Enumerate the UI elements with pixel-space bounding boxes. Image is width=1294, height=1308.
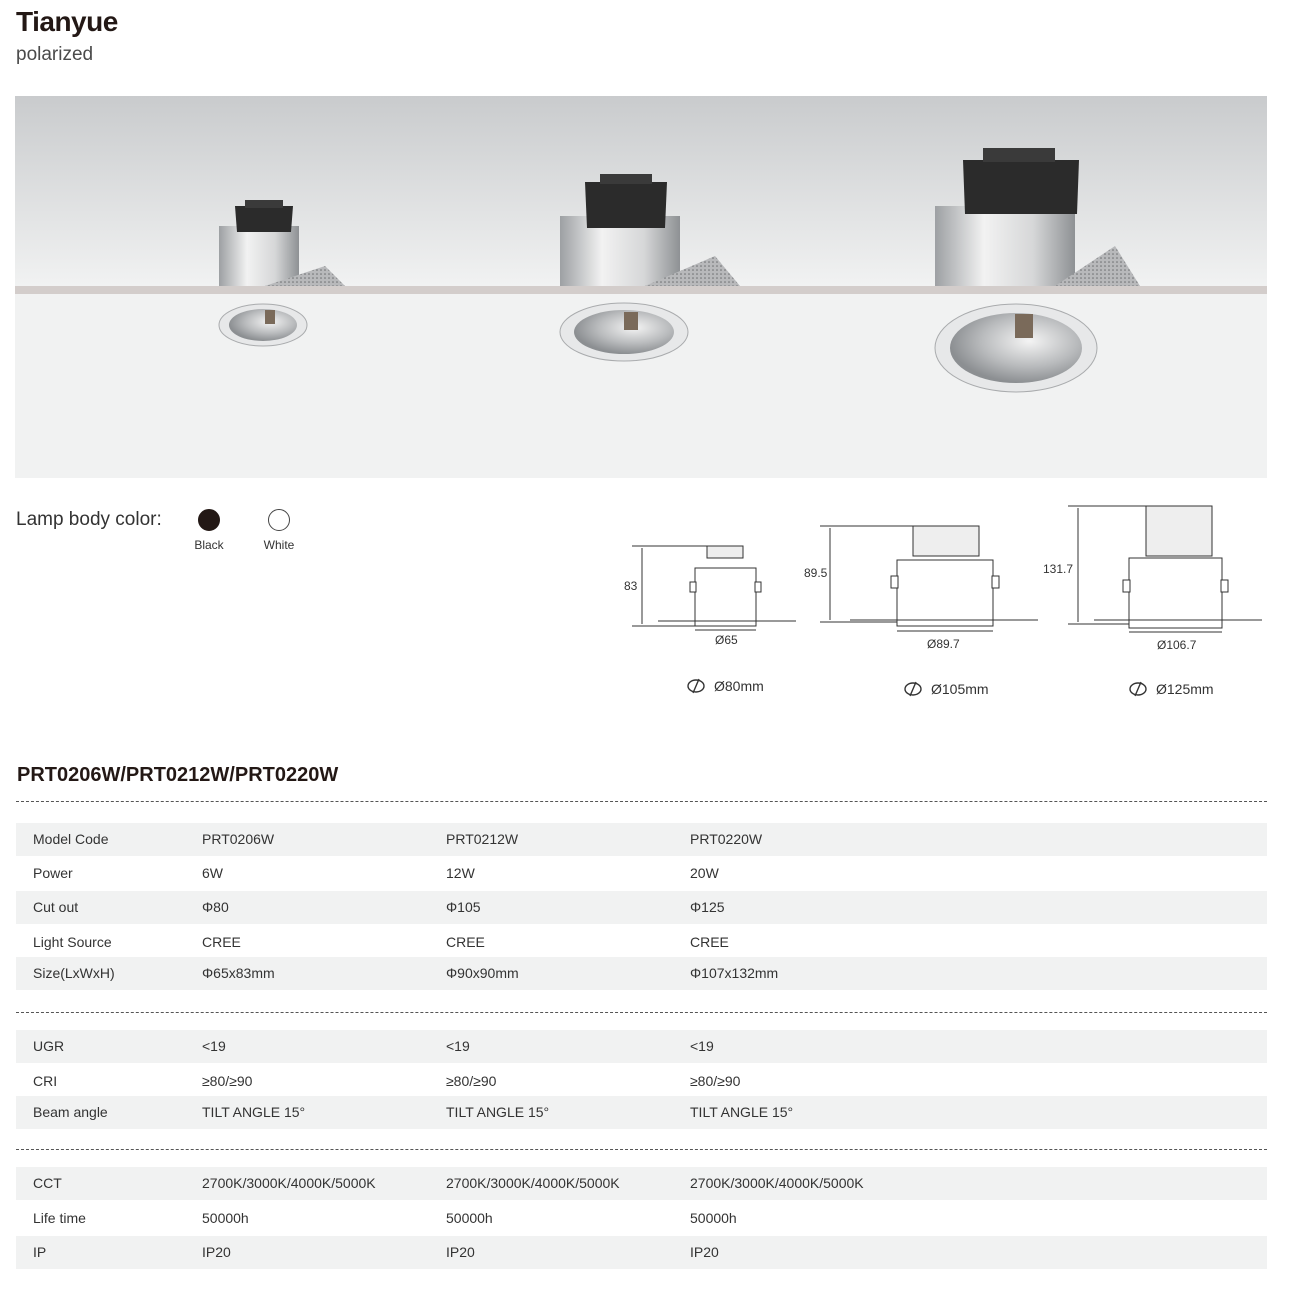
spec-value: 2700K/3000K/4000K/5000K [446, 1175, 620, 1191]
spec-value: CREE [202, 934, 241, 950]
cutout-small [686, 678, 764, 694]
height-label-large: 131.7 [1043, 562, 1074, 576]
spec-value: <19 [446, 1038, 470, 1054]
height-label-small: 83 [624, 579, 638, 593]
black-color-label: Black [194, 538, 224, 552]
product-hero-image [15, 96, 1267, 478]
spec-label: IP [33, 1244, 47, 1260]
spec-label: CRI [33, 1073, 58, 1089]
spec-label: CCT [33, 1175, 62, 1191]
spec-value: Φ107x132mm [690, 965, 779, 981]
spec-value: 6W [202, 865, 223, 881]
spec-value: 50000h [446, 1210, 493, 1226]
cutout-label-large: Ø125mm [1156, 681, 1214, 697]
height-label-medium: 89.5 [804, 566, 828, 580]
spec-value: TILT ANGLE 15° [202, 1104, 306, 1120]
spec-row-life-time [16, 1202, 1267, 1235]
spec-value: Φ80 [202, 899, 229, 915]
spec-row-model-code [16, 823, 1267, 856]
spec-value: ≥80/≥90 [690, 1073, 741, 1089]
spec-value: Φ105 [446, 899, 481, 915]
diameter-label-medium: Ø89.7 [927, 637, 960, 651]
spec-label: Size(LxWxH) [33, 965, 115, 981]
spec-value: Φ90x90mm [446, 965, 519, 981]
diameter-label-small: Ø65 [715, 633, 738, 647]
spec-label: UGR [33, 1038, 65, 1054]
spec-value: 12W [446, 865, 475, 881]
section-divider [16, 801, 1267, 802]
spec-row-ugr [16, 1030, 1267, 1063]
cutout-label-small: Ø80mm [714, 678, 764, 694]
spec-label: Model Code [33, 831, 109, 847]
spec-value: IP20 [690, 1244, 719, 1260]
spec-label: Cut out [33, 899, 79, 915]
section-divider [16, 1012, 1267, 1013]
models-title: PRT0206W/PRT0212W/PRT0220W [17, 764, 339, 786]
spec-row-size [16, 957, 1267, 990]
spec-row-light-source [16, 926, 1267, 959]
spec-row-cut-out [16, 891, 1267, 924]
spec-value: 50000h [690, 1210, 737, 1226]
section-divider [16, 1149, 1267, 1150]
spec-value: PRT0212W [446, 831, 519, 847]
brand-name: Tianyue [16, 6, 118, 37]
dimension-drawing-medium [820, 526, 1038, 631]
spec-value: PRT0206W [202, 831, 275, 847]
spec-value: <19 [202, 1038, 226, 1054]
spec-row-beam-angle [16, 1096, 1267, 1129]
cutout-label-medium: Ø105mm [931, 681, 989, 697]
spec-value: 2700K/3000K/4000K/5000K [202, 1175, 376, 1191]
cutout-medium [903, 681, 989, 697]
white-color-swatch[interactable] [268, 509, 290, 531]
spec-value: Φ65x83mm [202, 965, 275, 981]
black-color-swatch[interactable] [198, 509, 220, 531]
spec-row-power [16, 857, 1267, 890]
product-subtitle: polarized [16, 44, 94, 65]
spec-value: 50000h [202, 1210, 249, 1226]
spec-value: 2700K/3000K/4000K/5000K [690, 1175, 864, 1191]
spec-value: PRT0220W [690, 831, 763, 847]
spec-label: Power [33, 865, 73, 881]
spec-value: TILT ANGLE 15° [446, 1104, 550, 1120]
spec-label: Beam angle [33, 1104, 108, 1120]
spec-row-cct [16, 1167, 1267, 1200]
spec-value: TILT ANGLE 15° [690, 1104, 794, 1120]
diameter-label-large: Ø106.7 [1157, 638, 1197, 652]
spec-value: ≥80/≥90 [446, 1073, 497, 1089]
lamp-color-label: Lamp body color: [16, 509, 162, 530]
spec-row-cri [16, 1065, 1267, 1098]
white-color-label: White [263, 538, 295, 552]
spec-label: Life time [33, 1210, 86, 1226]
cutout-icon [686, 678, 706, 694]
spec-value: IP20 [202, 1244, 231, 1260]
spec-label: Light Source [33, 934, 112, 950]
spec-row-ip [16, 1236, 1267, 1269]
spec-value: 20W [690, 865, 719, 881]
dimension-drawing-small [632, 546, 796, 630]
cutout-icon [903, 681, 923, 697]
spec-value: <19 [690, 1038, 714, 1054]
spec-value: CREE [446, 934, 485, 950]
spec-value: CREE [690, 934, 729, 950]
cutout-large [1128, 681, 1214, 697]
dimension-drawing-large [1068, 506, 1262, 632]
cutout-icon [1128, 681, 1148, 697]
spec-value: ≥80/≥90 [202, 1073, 253, 1089]
spec-value: Φ125 [690, 899, 725, 915]
spec-value: IP20 [446, 1244, 475, 1260]
